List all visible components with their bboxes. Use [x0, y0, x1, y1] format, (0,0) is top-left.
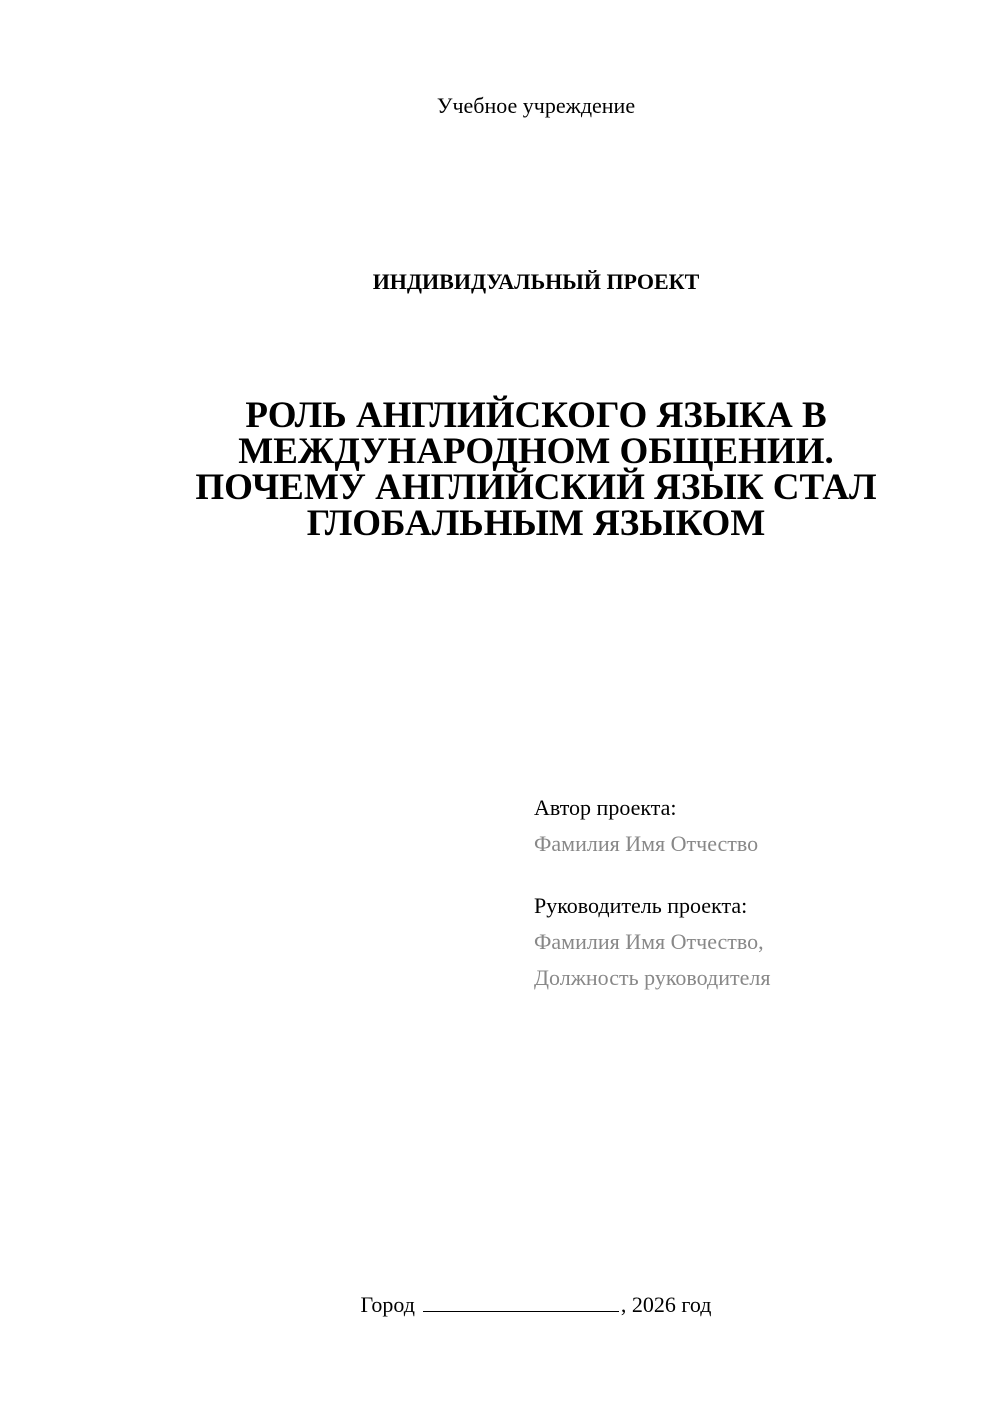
author-name: Фамилия Имя Отчество: [534, 831, 759, 856]
supervisor-position: Должность руководителя: [534, 965, 771, 990]
city-blank-line: [423, 1293, 619, 1312]
city-year-footer: [286, 1290, 786, 1320]
supervisor-label: Руководитель проекта:: [534, 893, 748, 918]
author-label: Автор проекта:: [534, 795, 677, 820]
year-text: , 2026 год: [620, 1292, 712, 1317]
city-label: Город: [360, 1292, 415, 1317]
project-title: РОЛЬ АНГЛИЙСКОГО ЯЗЫКА В МЕЖДУНАРОДНОМ ОБЩЕНИИ. ПОЧЕМУ АНГЛИЙСКИЙ ЯЗЫК СТАЛ ГЛОБАЛЬНЫМ ЯЗЫКОМ: [195, 395, 877, 544]
supervisor-name: Фамилия Имя Отчество,: [534, 929, 764, 954]
project-info: [534, 790, 974, 996]
document-type: ИНДИВИДУАЛЬНЫЙ ПРОЕКТ: [372, 269, 700, 294]
institution-name: Учебное учреждение: [436, 93, 636, 118]
